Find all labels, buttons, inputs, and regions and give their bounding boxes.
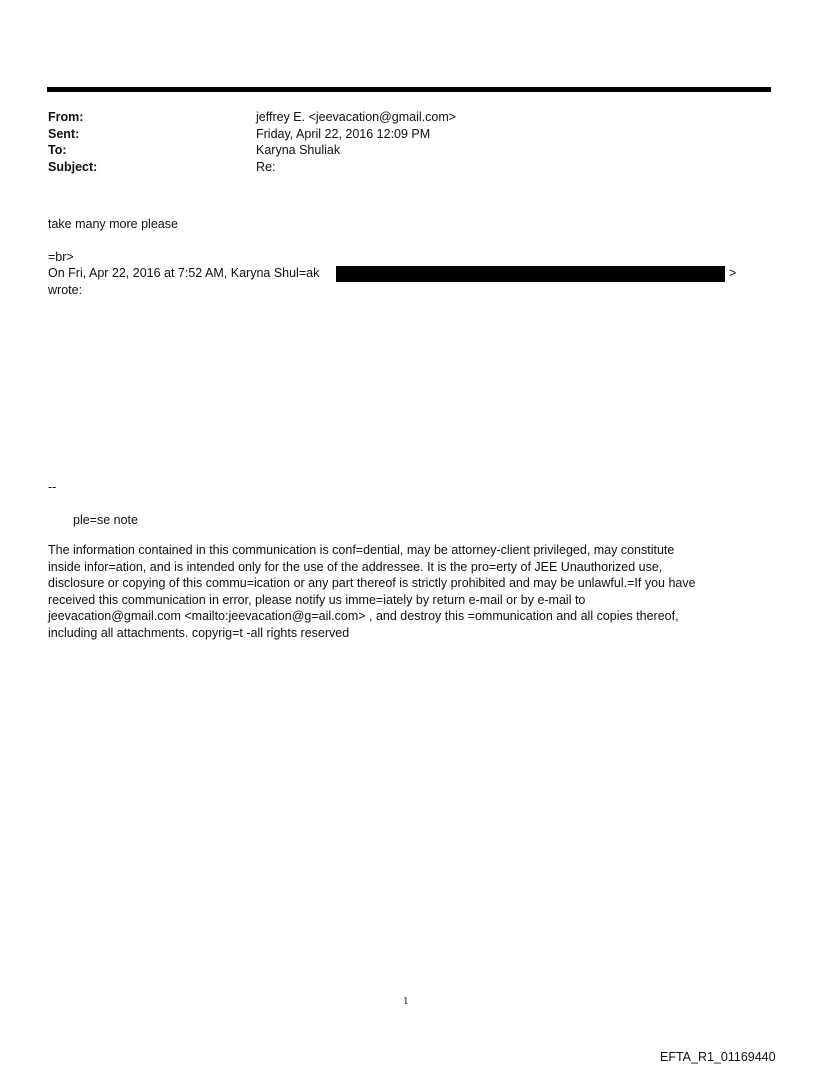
page-number: 1 — [403, 995, 409, 1007]
disclaimer-line: disclosure or copying of this commu=ication or any part thereof is strictly prohibited and may be unlawful.=If you have — [48, 576, 696, 591]
wrote-text: wrote: — [48, 283, 83, 297]
disclaimer-line: inside infor=ation, and is intended only for the use of the addressee. It is the pro=erty of JEE Unauthorized use, — [48, 559, 663, 574]
signature-separator: -- — [48, 480, 57, 494]
to-value: Karyna Shuliak — [256, 143, 341, 157]
sent-value: Friday, April 22, 2016 12:09 PM — [256, 127, 431, 141]
subject-label: Subject: — [48, 160, 98, 174]
quote-close: > — [729, 266, 737, 280]
message-text: take many more please — [48, 217, 178, 231]
quote-intro: On Fri, Apr 22, 2016 at 7:52 AM, Karyna Shul=ak — [48, 266, 320, 280]
subject-value: Re: — [256, 160, 276, 174]
from-label: From: — [48, 110, 84, 124]
from-value: jeffrey E. <jeevacation@gmail.com> — [256, 110, 457, 124]
to-label: To: — [48, 143, 67, 157]
disclaimer-line: jeevacation@gmail.com <mailto:jeevacation@g=ail.com> , and destroy this =ommunication and all copies thereof, — [48, 609, 679, 624]
note-text: ple=se note — [73, 513, 138, 527]
disclaimer-line: including all attachments. copyrig=t -all rights reserved — [48, 625, 350, 640]
redaction-box — [336, 266, 725, 282]
sent-label: Sent: — [48, 127, 80, 141]
document-id: EFTA_R1_01169440 — [660, 1050, 776, 1064]
disclaimer — [48, 542, 696, 642]
br-artifact: =br> — [48, 250, 74, 264]
disclaimer-line: The information contained in this communication is conf=dential, may be attorney-client privileged, may constitute — [48, 543, 675, 557]
header-rule — [47, 87, 771, 92]
disclaimer-line: received this communication in error, please notify us imme=iately by return e-mail or by e-mail to — [48, 592, 586, 607]
